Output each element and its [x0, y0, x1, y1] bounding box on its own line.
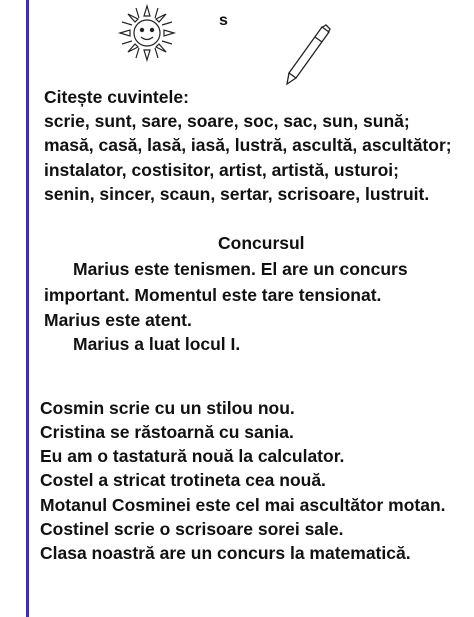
word-row: scrie, sunt, sare, soare, soc, sac, sun, sună; [44, 111, 410, 131]
sentence: Costinel scrie o scrisoare sorei sale. [40, 519, 344, 539]
sentence: Costel a stricat trotineta cea nouă. [40, 470, 326, 490]
exercise-instruction: Citește cuvintele: [44, 87, 189, 107]
sentence: Cosmin scrie cu un stilou nou. [40, 398, 295, 418]
sentence: Clasa noastră are un concurs la matematică. [40, 543, 411, 563]
word-row: instalator, costisitor, artist, artistă, usturoi; [44, 160, 399, 180]
word-row: senin, sincer, scaun, sertar, scrisoare, lustruit. [44, 184, 430, 204]
story-line: Marius este atent. [44, 310, 192, 330]
sun-icon [116, 2, 178, 64]
story-title: Concursul [218, 233, 305, 253]
story-line: Marius este tenismen. El are un concurs [73, 259, 408, 279]
sentence: Cristina se răstoarnă cu sania. [40, 422, 294, 442]
pen-icon [282, 24, 332, 86]
story-line: important. Momentul este tare tensionat. [44, 285, 382, 305]
page-margin-line [26, 0, 29, 617]
sentence: Motanul Cosminei este cel mai ascultător motan. [40, 495, 446, 515]
sentence: Eu am o tastatură nouă la calculator. [40, 446, 345, 466]
story-line: Marius a luat locul I. [73, 334, 241, 354]
header-letter: s [219, 12, 228, 29]
word-row: masă, casă, lasă, iasă, lustră, ascultă, ascultător; [44, 135, 452, 155]
